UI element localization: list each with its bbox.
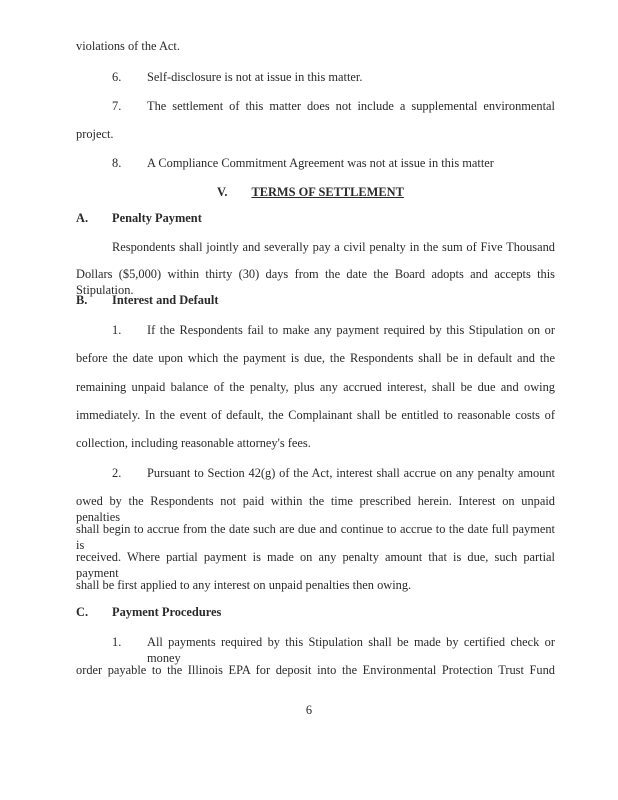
section-numeral: V.: [217, 185, 228, 199]
default-paragraph-continued: before the date upon which the payment is due, the Respondents shall be in default and the: [76, 351, 555, 365]
item-7-text: The settlement of this matter does not include a supplemental environmental: [147, 99, 555, 113]
penalty-paragraph-continued: Dollars ($5,000) within thirty (30) days from the date the Board adopts and accepts this Stipulation.: [76, 267, 555, 297]
interest-paragraph: Pursuant to Section 42(g) of the Act, interest shall accrue on any penalty amount: [147, 466, 555, 480]
subsection-title-penalty-payment: Penalty Payment: [112, 211, 202, 225]
item-number: 7.: [112, 99, 122, 113]
section-v-heading: [217, 184, 404, 200]
body-text-line: violations of the Act.: [76, 39, 180, 53]
interest-paragraph-continued: owed by the Respondents not paid within the time prescribed herein. Interest on unpaid penalties: [76, 494, 555, 524]
subsection-title-payment-procedures: Payment Procedures: [112, 605, 222, 619]
subsection-letter: A.: [76, 211, 89, 225]
payment-paragraph-continued: order payable to the Illinois EPA for deposit into the Environmental Protection Trust Fund: [76, 663, 555, 677]
item-6-text: Self-disclosure is not at issue in this matter.: [147, 70, 363, 84]
default-paragraph: If the Respondents fail to make any payment required by this Stipulation on or: [147, 323, 555, 337]
default-paragraph-continued: immediately. In the event of default, the Complainant shall be entitled to reasonable costs of: [76, 408, 555, 422]
subsection-letter: C.: [76, 605, 89, 619]
default-paragraph-continued: collection, including reasonable attorney's fees.: [76, 436, 311, 450]
item-number: 8.: [112, 156, 122, 170]
item-8-text: A Compliance Commitment Agreement was not at issue in this matter: [147, 156, 494, 170]
interest-paragraph-continued: received. Where partial payment is made on any penalty amount that is due, such partial payment: [76, 550, 555, 580]
paragraph-number: 1.: [112, 635, 122, 649]
item-7-text-continued: project.: [76, 127, 114, 141]
paragraph-number: 2.: [112, 466, 122, 480]
subsection-title-interest-default: Interest and Default: [112, 293, 219, 307]
paragraph-number: 1.: [112, 323, 122, 337]
item-number: 6.: [112, 70, 122, 84]
default-paragraph-continued: remaining unpaid balance of the penalty, plus any accrued interest, shall be due and owing: [76, 380, 555, 394]
interest-paragraph-continued: shall be first applied to any interest on unpaid penalties then owing.: [76, 578, 412, 592]
interest-paragraph-continued: shall begin to accrue from the date such are due and continue to accrue to the date full payment is: [76, 522, 555, 552]
payment-paragraph: All payments required by this Stipulation shall be made by certified check or money: [147, 635, 555, 665]
section-title: TERMS OF SETTLEMENT: [251, 185, 404, 199]
page-number: 6: [305, 703, 313, 717]
subsection-letter: B.: [76, 293, 88, 307]
penalty-paragraph: Respondents shall jointly and severally pay a civil penalty in the sum of Five Thousand: [112, 240, 555, 254]
